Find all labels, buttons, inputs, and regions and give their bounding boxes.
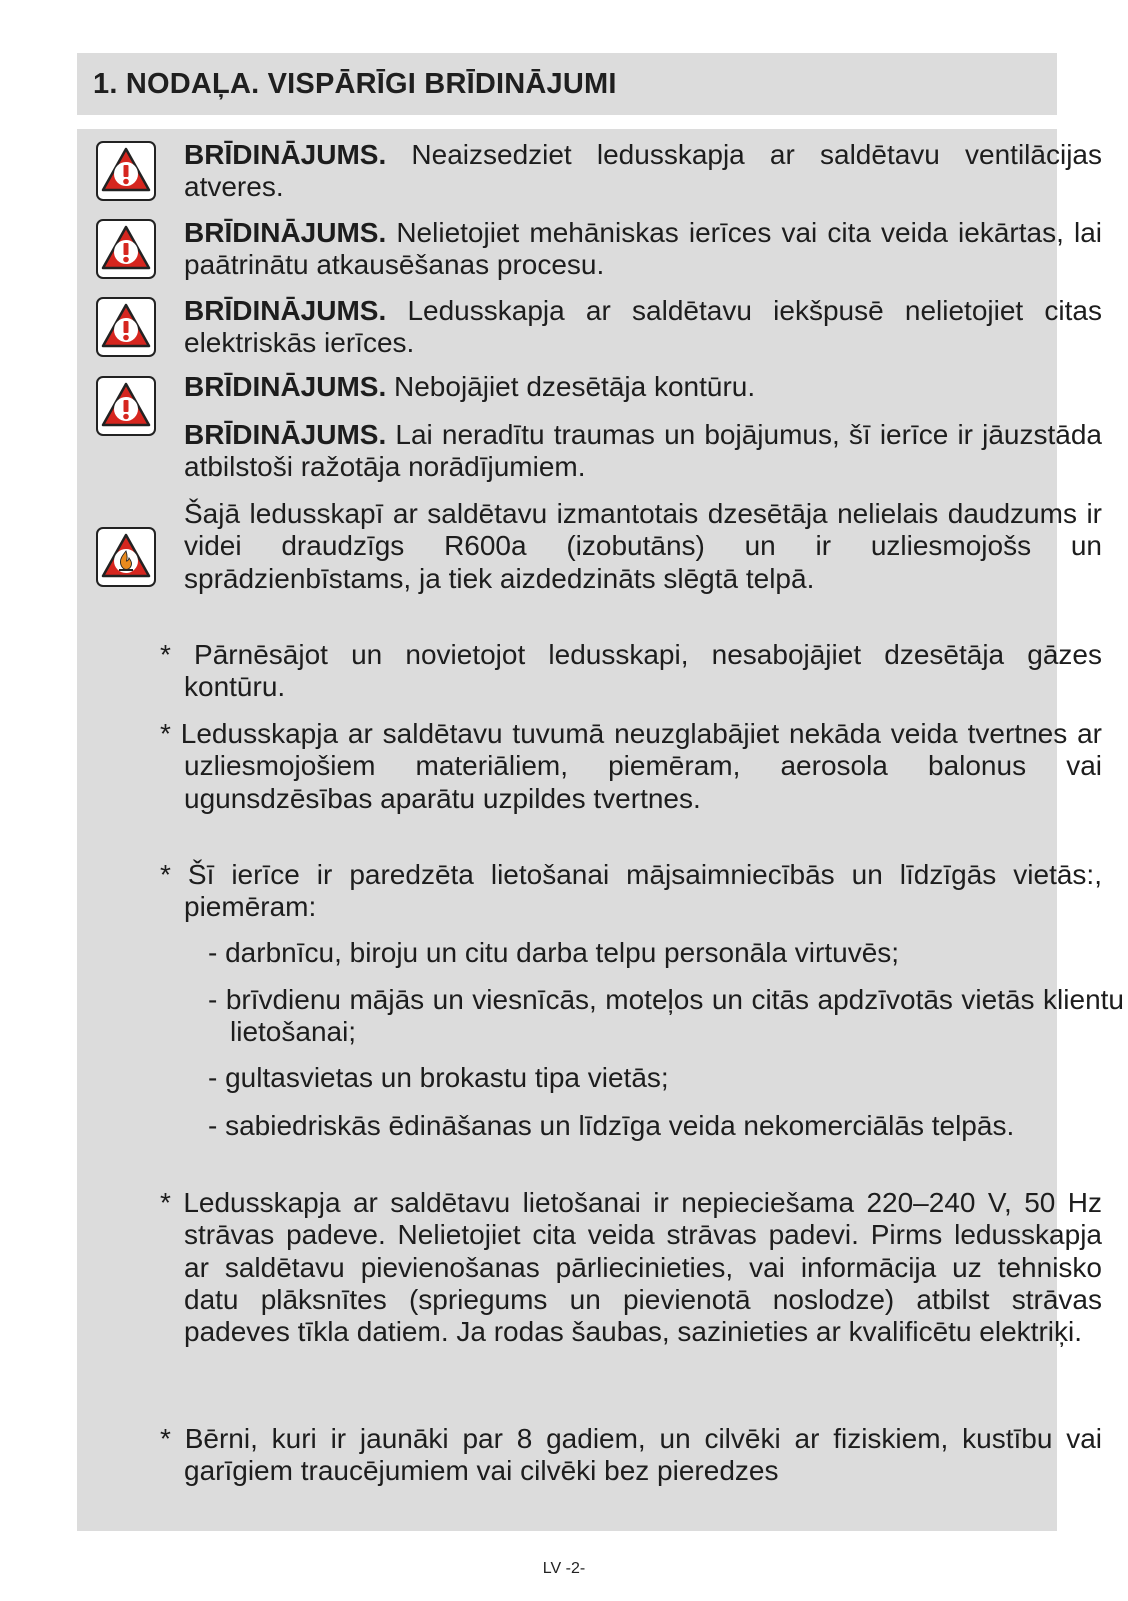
bullet-item: * Šī ierīce ir paredzēta lietošanai mājsaimniecībās un līdzīgās vietās:, piemēram: [160,859,1102,923]
warning-body: Nelietojiet mehāniskas ierīces vai cita veida iekārtas, lai paātrinātu atkausēšanas procesu. [184,217,1102,281]
warning-label: BRĪDINĀJUMS. [184,295,387,326]
bullet-item: * Pārnēsājot un novietojot ledusskapi, nesabojājiet dzesētāja gāzes kontūru. [160,639,1102,703]
warning-body: Neaizsedziet ledusskapja ar saldētavu ventilācijas atveres. [184,139,1102,203]
sub-list-item: - brīvdienu mājās un viesnīcās, moteļos un citās apdzīvotās vietās klientu lietošanai; [208,984,1124,1048]
bullet-item: * Bērni, kuri ir jaunāki par 8 gadiem, un cilvēki ar fiziskiem, kustību vai garīgiem traucējumiem vai cilvēki bez pieredzes [160,1423,1102,1487]
bullet-item: * Ledusskapja ar saldētavu tuvumā neuzglabājiet nekāda veida tvertnes ar uzliesmojošiem materiāliem, piemēram, aerosola balonus vai ugunsdzēsības aparātu uzpildes tvertnes. [160,718,1102,814]
warning-text [184,217,1102,282]
warning-text [184,139,1102,204]
sub-list-item: - sabiedriskās ēdināšanas un līdzīga veida nekomerciālās telpās. [208,1110,1015,1141]
refrigerant-note: Šajā ledusskapī ar saldētavu izmantotais dzesētāja nelielais daudzums ir videi draudzīgs R600a (izobutāns) un ir uzliesmojošs un sprādzienbīstams, ja tiek aizdedzināts slēgtā telpā. [184,498,1102,594]
section-title: 1. NODAĻA. VISPĀRĪGI BRĪDINĀJUMI [93,67,617,100]
warning-label: BRĪDINĀJUMS. [184,419,387,450]
flammable-triangle-icon [96,527,156,587]
warning-triangle-icon [96,376,156,436]
warning-body: Nebojājiet dzesētāja kontūru. [386,371,756,402]
warning-text [184,419,1102,484]
warning-label: BRĪDINĀJUMS. [184,217,387,248]
warning-label: BRĪDINĀJUMS. [184,139,387,170]
warning-body: Ledusskapja ar saldētavu iekšpusē nelietojiet citas elektriskās ierīces. [184,295,1102,359]
bullet-item: * Ledusskapja ar saldētavu lietošanai ir nepieciešama 220–240 V, 50 Hz strāvas padeve. Nelietojiet cita veida strāvas padevi. Pirms ledusskapja ar saldētavu pievienošanas pārliecinieties, vai informācija uz tehnisko datu plāksnītes (spriegums un pievienotā noslodze) atbilst strāvas padeves tīkla datiem. Ja rodas šaubas, sazinieties ar kvalificētu elektriķi. [160,1187,1102,1348]
warning-text [184,295,1102,360]
page-number: LV -2- [542,1560,586,1577]
warning-triangle-icon [96,219,156,279]
warning-body: Lai neradītu traumas un bojājumus, šī ierīce ir jāuzstāda atbilstoši ražotāja norādījumiem. [184,419,1102,483]
warning-triangle-icon [96,141,156,201]
warning-label: BRĪDINĀJUMS. [184,371,387,402]
section-header [77,53,1057,115]
warning-text [184,371,1102,403]
warning-triangle-icon [96,297,156,357]
sub-list-item: - darbnīcu, biroju un citu darba telpu personāla virtuvēs; [208,937,900,968]
content-panel [77,129,1124,1531]
sub-list-item: - gultasvietas un brokastu tipa vietās; [208,1062,669,1093]
